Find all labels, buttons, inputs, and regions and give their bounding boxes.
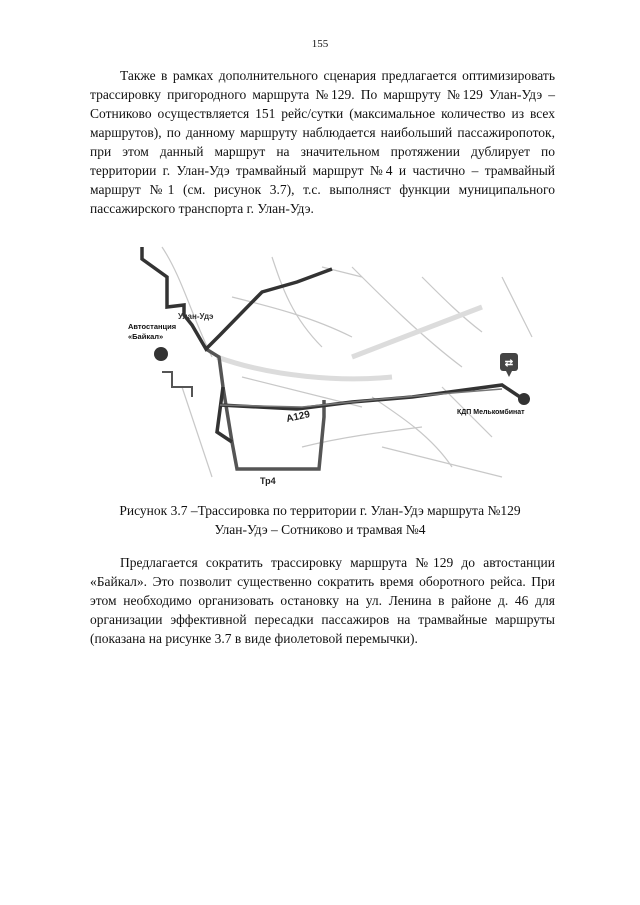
- paragraph-2-text: Предлагается сократить трассировку маршрута №129 до автостанции «Байкал». Это позволит существенно сократить время оборотного рейса. При этом необходимо организовать остановку на ул. Ленина в районе д. 46 для организации эффективной пересадки пассажиров на трамвайные маршруты (показана на рисунке 3.7 в виде фиолетовой перемычки).: [90, 555, 555, 646]
- station-label-line2: «Байкал»: [128, 332, 164, 341]
- kdp-label: КДП Мелькомбинат: [457, 409, 525, 416]
- route-map-figure: [122, 237, 554, 491]
- page-number: 155: [311, 38, 329, 50]
- figure-caption: [60, 501, 580, 539]
- station-label-line1: Автостанция: [128, 322, 177, 331]
- kdp-marker: [518, 393, 530, 405]
- city-label: Улан-Удэ: [178, 312, 214, 321]
- paragraph-2: [90, 553, 555, 648]
- route-tr4-label: Тр4: [260, 476, 276, 486]
- paragraph-1: [90, 66, 555, 218]
- paragraph-1-text: Также в рамках дополнительного сценария предлагается оптимизировать трассировку пригородного маршрута №129. По маршруту №129 Улан-Удэ – Сотниково осуществляется 151 рейс/сутки (максимальное количество из всех маршрутов), по данному маршруту наблюдается наибольший пассажиропоток, при этом данный маршрут на значительном протяжении дублирует по территории г. Улан-Удэ трамвайный маршрут №4 и частично – трамвайный маршрут №1 (см. рисунок 3.7), т.с. выполняст функции муниципального пассажирского транспорта г. Улан-Удэ.: [90, 68, 555, 216]
- bus-station-marker: [154, 347, 168, 361]
- caption-line-1: Рисунок 3.7 –Трассировка по территории г. Улан-Удэ маршрута №129: [119, 503, 521, 518]
- route-a129-label: А129: [285, 409, 312, 425]
- caption-line-2: Улан-Удэ – Сотниково и трамвая №4: [214, 522, 426, 537]
- map-background: [122, 237, 554, 491]
- route-map: [122, 237, 554, 491]
- transit-pin-glyph: ⇄: [504, 358, 514, 369]
